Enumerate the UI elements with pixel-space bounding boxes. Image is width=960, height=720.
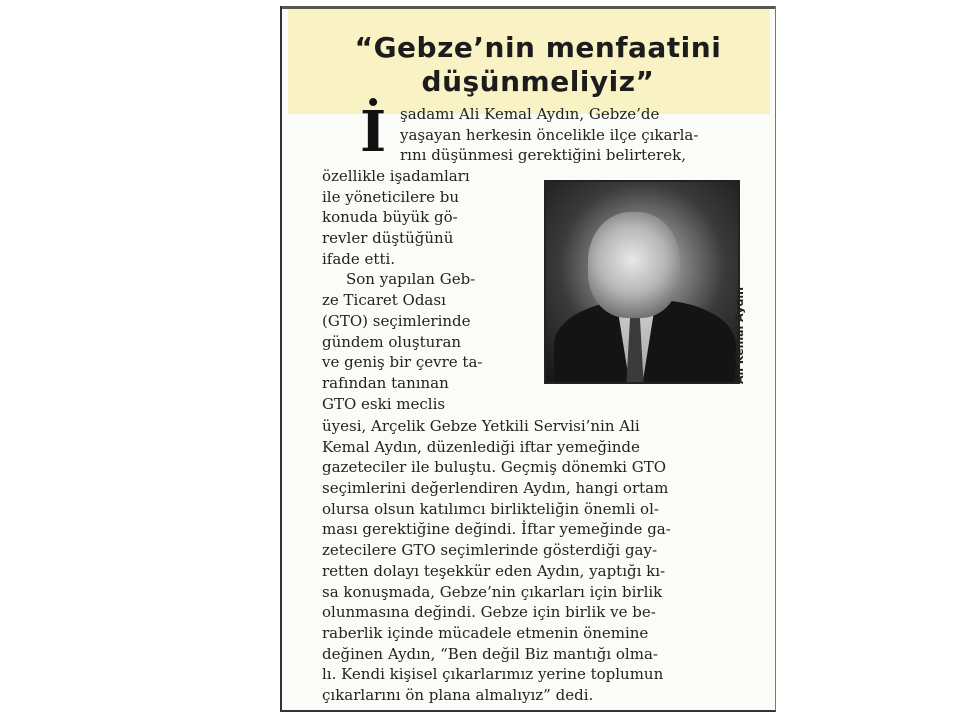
drop-cap: İ: [360, 99, 387, 165]
full-width-text: [322, 416, 772, 706]
text-line: lı. Kendi kişisel çıkarlarımız yerine toplumun: [322, 665, 664, 684]
text-line: sa konuşmada, Gebze’nin çıkarları için birlik: [322, 582, 663, 601]
text-line: çıkarlarını ön plana almalıyız” dedi.: [322, 685, 594, 704]
text-line: olursa olsun katılımcı birlikteliğin önemli ol-: [322, 499, 659, 518]
photo-caption: [733, 262, 776, 384]
text-line: şadamı Ali Kemal Aydın, Gebze’de: [400, 105, 660, 123]
text-line: seçimlerini değerlendiren Aydın, hangi ortam: [322, 479, 669, 498]
headline-line-1: “Gebze’nin menfaatini: [354, 31, 722, 64]
text-line: Son yapılan Geb-: [346, 270, 476, 289]
text-line: rafından tanınan: [322, 373, 449, 392]
text-line: yaşayan herkesin öncelikle ilçe çıkarla-: [400, 125, 699, 144]
text-line: ması gerektiğine değindi. İftar yemeğinde ga-: [322, 520, 671, 539]
left-column-text: [322, 166, 522, 414]
text-line: ve geniş bir çevre ta-: [322, 353, 483, 372]
text-line: retten dolayı teşekkür eden Aydın, yaptığı kı-: [322, 561, 666, 580]
photo-face: [588, 212, 680, 318]
text-line: revler düştüğünü: [322, 229, 454, 248]
text-line: ifade etti.: [322, 249, 396, 268]
text-line: raberlik içinde mücadele etmenin önemine: [322, 623, 649, 642]
headline-line-2: düşünmeliyiz”: [421, 65, 655, 98]
text-line: ile yöneticilere bu: [322, 187, 460, 206]
text-line: konuda büyük gö-: [322, 208, 458, 227]
intro-paragraph: [400, 104, 770, 166]
portrait-photo: [544, 180, 740, 384]
article-headline: [318, 31, 758, 99]
newspaper-clipping: [280, 6, 776, 712]
text-line: ze Ticaret Odası: [322, 291, 446, 310]
text-line: gazeteciler ile buluştu. Geçmiş dönemki GTO: [322, 458, 667, 477]
text-line: zetecilere GTO seçimlerinde gösterdiği gay-: [322, 541, 658, 560]
text-line: üyesi, Arçelik Gebze Yetkili Servisi’nin Ali: [322, 417, 640, 435]
text-line: değinen Aydın, “Ben değil Biz mantığı olma-: [322, 644, 658, 663]
text-line: rını düşünmesi gerektiğini belirterek,: [400, 146, 686, 165]
photo-caption-text: Ali Kemal Aydın: [733, 287, 746, 384]
text-line: özellikle işadamları: [322, 167, 470, 185]
text-line: gündem oluşturan: [322, 332, 462, 351]
text-line: (GTO) seçimlerinde: [322, 311, 471, 330]
text-line: Kemal Aydın, düzenlediği iftar yemeğinde: [322, 437, 640, 456]
text-line: GTO eski meclis: [322, 394, 446, 413]
text-line: olunmasına değindi. Gebze için birlik ve be-: [322, 603, 656, 622]
